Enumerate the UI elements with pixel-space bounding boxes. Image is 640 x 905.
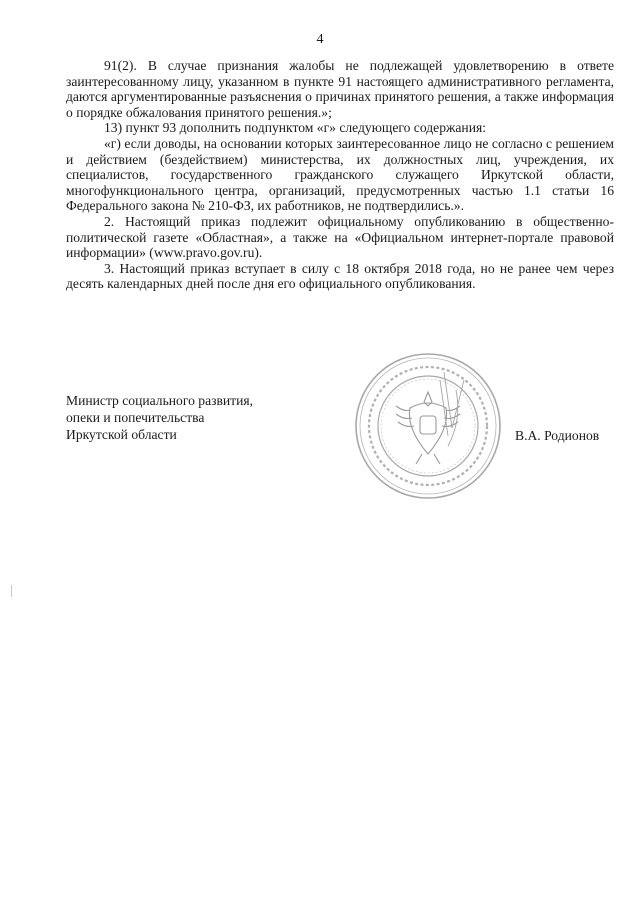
paragraph-item-13: 13) пункт 93 дополнить подпунктом «г» следующего содержания:	[104, 120, 486, 136]
signatory-name: В.А. Родионов	[515, 428, 600, 443]
paragraph-subitem-g: «г) если доводы, на основании которых заинтересованное лицо не согласно с решением и действием (бездействием) министерства, их должностных лиц, учреждения, их специалистов, государственного гражданского служащего Иркутской области, многофункционального центра, организаций, предусмотренных частью 1.1 статьи 16 Федерального закона № 210-ФЗ, их работников, не подтвердились.».	[66, 135, 614, 214]
signatory-position-line: опеки и попечительства	[66, 410, 205, 425]
page-number: 4	[316, 32, 324, 47]
signatory-position-line: Министр социального развития,	[66, 393, 254, 408]
document-body	[66, 58, 614, 292]
scan-edge-mark	[11, 585, 12, 597]
official-seal-icon	[352, 350, 504, 502]
paragraph-effective-date: 3. Настоящий приказ вступает в силу с 18 октября 2018 года, но не ранее чем через десять календарных дней после дня его официального опубликования.	[66, 260, 614, 292]
signatory-position-line: Иркутской области	[66, 427, 177, 442]
signatory-position	[66, 392, 253, 443]
paragraph-publication: 2. Настоящий приказ подлежит официальному опубликованию в общественно-политической газете «Областная», а также на «Официальном интернет-портале правовой информации» (www.pravo.gov.ru).	[66, 213, 614, 261]
paragraph-91-2: 91(2). В случае признания жалобы не подлежащей удовлетворению в ответе заинтересованному лицу, указанном в пункте 91 настоящего административного регламента, даются аргументированные разъяснения о причинах принятого решения, а также информация о порядке обжалования принятого решения.»;	[66, 58, 614, 120]
